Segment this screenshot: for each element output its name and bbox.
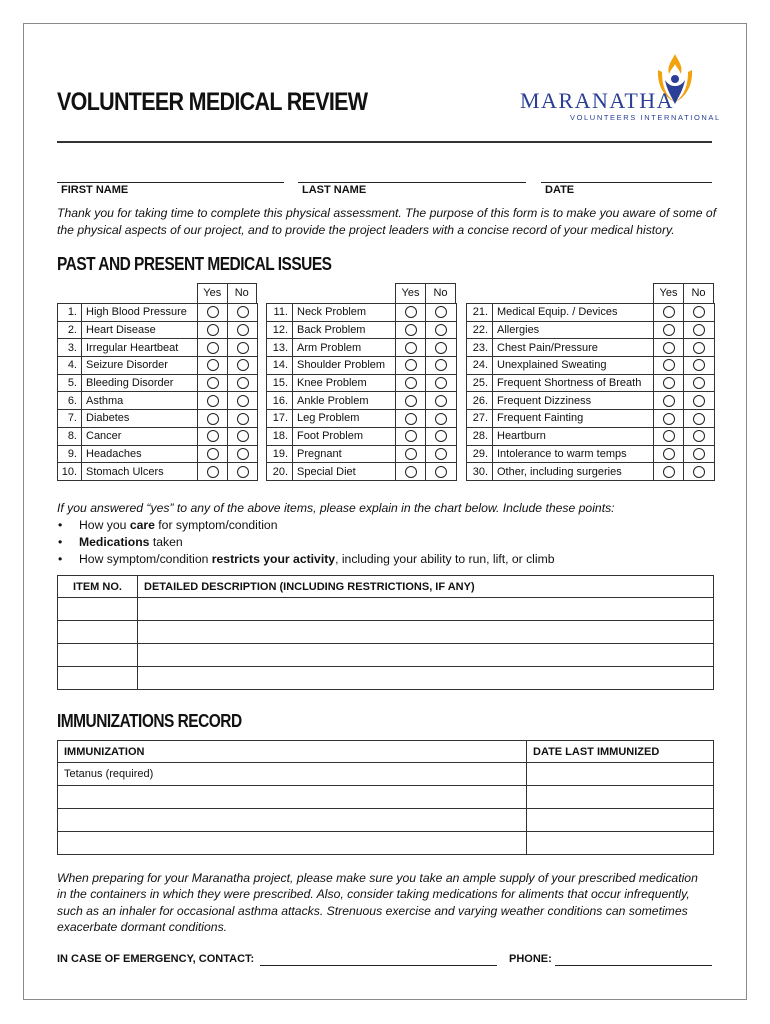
radio-yes[interactable] [207,377,219,389]
radio-yes[interactable] [405,342,417,354]
radio-yes[interactable] [405,395,417,407]
issue-label: High Blood Pressure [82,304,198,322]
issue-yes-cell [198,339,228,357]
issue-row [58,463,258,481]
issue-number: 25. [467,374,493,392]
immunization-cell[interactable] [58,809,527,832]
issue-label: Frequent Shortness of Breath [493,374,654,392]
detailed-description-header: DETAILED DESCRIPTION (INCLUDING RESTRICTIONS, IF ANY) [138,576,714,598]
yes-no-header-1 [197,283,257,303]
explain-points [57,517,615,568]
issue-number: 17. [267,410,293,428]
issue-yes-cell [654,427,684,445]
issue-row [467,374,715,392]
logo-tagline: VOLUNTEERS INTERNATIONAL [570,113,721,122]
header-divider [57,141,712,143]
radio-no[interactable] [435,359,447,371]
issue-no-cell [426,304,457,322]
issue-row [267,321,457,339]
description-cell[interactable] [138,621,714,644]
issue-yes-cell [198,392,228,410]
explain-point-medications: • Medications taken [57,534,615,551]
radio-no[interactable] [237,324,249,336]
phone-label: PHONE: [509,953,552,965]
medical-issues-heading: PAST AND PRESENT MEDICAL ISSUES [57,254,332,274]
radio-yes[interactable] [405,324,417,336]
issue-no-cell [426,357,457,375]
radio-no[interactable] [435,306,447,318]
issue-no-cell [228,463,258,481]
issue-number: 11. [267,304,293,322]
issue-row [267,339,457,357]
issue-no-cell [228,304,258,322]
issues-table-1 [57,303,258,481]
issue-row [267,427,457,445]
immunization-cell[interactable] [58,832,527,855]
issue-label: Special Diet [293,463,396,481]
issue-number: 1. [58,304,82,322]
issue-row [467,463,715,481]
explain-lead: If you answered “yes” to any of the above items, please explain in the chart below. Include these points: [57,501,615,515]
issue-row [58,357,258,375]
issue-row [467,410,715,428]
radio-yes[interactable] [663,342,675,354]
issue-yes-cell [396,427,426,445]
radio-yes[interactable] [663,395,675,407]
issue-number: 2. [58,321,82,339]
medication-note: When preparing for your Maranatha project, please make sure you take an ample supply of your prescribed medication in the containers in which they were prescribed. Also, consider taking medications for aliments that occur infrequently, such as an inhaler for occasional asthma attacks. Strenuous exercise and varying weather conditions can sometimes exacerbate dormant conditions. [57,871,698,934]
issue-no-cell [684,304,715,322]
issue-label: Knee Problem [293,374,396,392]
issue-row [267,304,457,322]
issue-label: Other, including surgeries [493,463,654,481]
radio-yes[interactable] [663,306,675,318]
issue-number: 6. [58,392,82,410]
detail-description-table [57,575,714,690]
issue-no-cell [228,427,258,445]
no-label: No [425,284,455,303]
issue-row [467,357,715,375]
issue-yes-cell [198,321,228,339]
no-label: No [227,284,257,303]
yes-no-header-2 [395,283,456,303]
issue-yes-cell [654,304,684,322]
immunizations-heading: IMMUNIZATIONS RECORD [57,711,242,731]
first-name-field[interactable] [57,182,284,183]
radio-yes[interactable] [207,413,219,425]
radio-no[interactable] [693,359,705,371]
emergency-contact-label: IN CASE OF EMERGENCY, CONTACT: [57,953,255,965]
radio-yes[interactable] [663,324,675,336]
issue-row [58,321,258,339]
issue-no-cell [684,410,715,428]
explain-point-care: • How you care for symptom/condition [57,517,615,534]
radio-no[interactable] [237,395,249,407]
issue-label: Headaches [82,445,198,463]
issue-number: 20. [267,463,293,481]
issue-label: Heart Disease [82,321,198,339]
issue-number: 22. [467,321,493,339]
yes-label: Yes [659,287,678,299]
issue-label: Neck Problem [293,304,396,322]
issue-no-cell [426,463,457,481]
page-title: VOLUNTEER MEDICAL REVIEW [57,88,368,116]
issue-yes-cell [198,357,228,375]
issue-number: 4. [58,357,82,375]
issue-yes-cell [198,304,228,322]
issue-yes-cell [654,339,684,357]
issue-number: 15. [267,374,293,392]
issue-number: 26. [467,392,493,410]
date-last-immunized-header: DATE LAST IMMUNIZED [527,741,714,763]
no-label: No [683,284,713,303]
radio-no[interactable] [435,342,447,354]
issue-number: 23. [467,339,493,357]
issue-no-cell [228,357,258,375]
issue-row [267,374,457,392]
issue-number: 9. [58,445,82,463]
yes-label: Yes [401,287,420,299]
issue-label: Seizure Disorder [82,357,198,375]
issue-label: Foot Problem [293,427,396,445]
radio-yes[interactable] [207,430,219,442]
issue-no-cell [228,374,258,392]
issue-row [267,392,457,410]
radio-yes[interactable] [207,342,219,354]
description-cell[interactable] [138,598,714,621]
issue-label: Diabetes [82,410,198,428]
issue-no-cell [684,427,715,445]
radio-yes[interactable] [405,466,417,478]
issue-row [58,339,258,357]
issue-row [267,445,457,463]
issue-yes-cell [198,374,228,392]
issue-no-cell [228,339,258,357]
issue-yes-cell [198,445,228,463]
intro-text: Thank you for taking time to complete this physical assessment. The purpose of this form is to make you aware of some of the physical aspects of our project, and to provide the project leaders with a concise record of your medical history. [57,206,717,237]
maranatha-logo [516,52,721,126]
description-cell[interactable] [138,667,714,690]
issue-no-cell [426,374,457,392]
issue-no-cell [684,321,715,339]
date-label: DATE [545,184,575,196]
issue-label: Cancer [82,427,198,445]
issue-label: Medical Equip. / Devices [493,304,654,322]
radio-yes[interactable] [663,413,675,425]
issue-no-cell [684,463,715,481]
issue-label: Unexplained Sweating [493,357,654,375]
issue-label: Irregular Heartbeat [82,339,198,357]
radio-yes[interactable] [405,413,417,425]
issue-no-cell [684,357,715,375]
immunization-cell[interactable] [58,786,527,809]
issue-yes-cell [198,410,228,428]
issue-no-cell [426,410,457,428]
issue-number: 18. [267,427,293,445]
issue-no-cell [684,392,715,410]
issue-label: Back Problem [293,321,396,339]
logo-wordmark: MARANATHA [520,88,675,113]
issue-no-cell [684,339,715,357]
issue-yes-cell [396,339,426,357]
radio-yes[interactable] [405,430,417,442]
radio-yes[interactable] [207,395,219,407]
issue-row [267,410,457,428]
date-cell[interactable] [527,832,714,855]
issue-row [58,410,258,428]
radio-no[interactable] [435,466,447,478]
issue-row [58,304,258,322]
radio-yes[interactable] [663,377,675,389]
explain-point-restrictions: • How symptom/condition restricts your activity, including your ability to run, lift, or climb [57,551,615,568]
issue-row [267,463,457,481]
radio-no[interactable] [693,413,705,425]
issue-no-cell [684,445,715,463]
radio-yes[interactable] [405,377,417,389]
issue-number: 7. [58,410,82,428]
radio-no[interactable] [435,413,447,425]
issue-yes-cell [654,374,684,392]
issue-label: Bleeding Disorder [82,374,198,392]
radio-no[interactable] [693,342,705,354]
issue-no-cell [426,427,457,445]
issue-label: Frequent Fainting [493,410,654,428]
radio-yes[interactable] [663,359,675,371]
immunizations-table [57,740,714,855]
item-no-cell[interactable] [58,598,138,621]
radio-no[interactable] [435,377,447,389]
issue-yes-cell [654,410,684,428]
radio-no[interactable] [237,448,249,460]
date-field[interactable] [541,182,712,183]
issue-row [467,304,715,322]
issue-no-cell [426,445,457,463]
issue-row [58,445,258,463]
radio-no[interactable] [435,430,447,442]
issue-label: Asthma [82,392,198,410]
issues-table-2 [266,303,457,481]
issue-label: Ankle Problem [293,392,396,410]
issue-yes-cell [396,357,426,375]
issue-yes-cell [396,463,426,481]
issue-label: Stomach Ulcers [82,463,198,481]
radio-no[interactable] [693,430,705,442]
radio-no[interactable] [237,466,249,478]
item-no-header: ITEM NO. [58,576,138,598]
issue-number: 16. [267,392,293,410]
issue-row [467,392,715,410]
issue-label: Chest Pain/Pressure [493,339,654,357]
issue-label: Intolerance to warm temps [493,445,654,463]
yes-no-header-3 [653,283,714,303]
issues-table-3 [466,303,715,481]
issue-label: Heartburn [493,427,654,445]
issue-row [467,321,715,339]
issue-row [58,392,258,410]
issue-yes-cell [654,357,684,375]
issue-number: 19. [267,445,293,463]
item-no-cell[interactable] [58,621,138,644]
radio-yes[interactable] [405,448,417,460]
issue-label: Allergies [493,321,654,339]
last-name-label: LAST NAME [302,184,367,196]
issue-row [467,445,715,463]
emergency-contact-field[interactable] [260,965,497,966]
issue-number: 5. [58,374,82,392]
item-no-cell[interactable] [58,667,138,690]
issue-no-cell [228,321,258,339]
issue-no-cell [426,339,457,357]
immunization-header: IMMUNIZATION [58,741,527,763]
issue-no-cell [228,410,258,428]
issue-label: Frequent Dizziness [493,392,654,410]
radio-no[interactable] [693,395,705,407]
radio-yes[interactable] [207,466,219,478]
radio-no[interactable] [693,324,705,336]
issue-yes-cell [396,445,426,463]
radio-no[interactable] [237,377,249,389]
item-no-cell[interactable] [58,644,138,667]
phone-field[interactable] [555,965,712,966]
radio-no[interactable] [237,413,249,425]
issue-number: 3. [58,339,82,357]
description-cell[interactable] [138,644,714,667]
issue-number: 30. [467,463,493,481]
issue-yes-cell [396,374,426,392]
issue-row [58,427,258,445]
radio-no[interactable] [435,324,447,336]
issue-row [467,427,715,445]
last-name-field[interactable] [298,182,526,183]
issue-yes-cell [654,445,684,463]
issue-yes-cell [396,392,426,410]
first-name-label: FIRST NAME [61,184,129,196]
issue-label: Pregnant [293,445,396,463]
issue-number: 29. [467,445,493,463]
yes-label: Yes [203,287,222,299]
issue-yes-cell [198,427,228,445]
date-cell[interactable] [527,809,714,832]
radio-no[interactable] [435,395,447,407]
radio-no[interactable] [237,342,249,354]
radio-no[interactable] [693,466,705,478]
radio-no[interactable] [237,306,249,318]
radio-yes[interactable] [207,324,219,336]
issue-no-cell [426,321,457,339]
issue-number: 24. [467,357,493,375]
issue-row [267,357,457,375]
issue-no-cell [426,392,457,410]
issue-number: 21. [467,304,493,322]
issue-yes-cell [396,321,426,339]
immunization-cell[interactable]: Tetanus (required) [58,763,527,786]
issue-number: 27. [467,410,493,428]
issue-no-cell [228,445,258,463]
issue-number: 12. [267,321,293,339]
explain-instructions [57,500,615,568]
issue-row [58,374,258,392]
issue-yes-cell [396,304,426,322]
radio-yes[interactable] [207,448,219,460]
issue-yes-cell [654,392,684,410]
issue-yes-cell [654,321,684,339]
issue-no-cell [684,374,715,392]
radio-no[interactable] [693,377,705,389]
date-cell[interactable] [527,763,714,786]
radio-no[interactable] [693,448,705,460]
issue-number: 14. [267,357,293,375]
issue-number: 13. [267,339,293,357]
radio-yes[interactable] [405,359,417,371]
issue-label: Shoulder Problem [293,357,396,375]
issue-number: 8. [58,427,82,445]
issue-yes-cell [654,463,684,481]
issue-label: Arm Problem [293,339,396,357]
date-cell[interactable] [527,786,714,809]
radio-no[interactable] [693,306,705,318]
issue-yes-cell [198,463,228,481]
radio-yes[interactable] [207,306,219,318]
radio-no[interactable] [237,430,249,442]
radio-yes[interactable] [663,430,675,442]
radio-yes[interactable] [663,466,675,478]
issue-number: 28. [467,427,493,445]
issue-yes-cell [396,410,426,428]
radio-yes[interactable] [207,359,219,371]
issue-label: Leg Problem [293,410,396,428]
radio-no[interactable] [237,359,249,371]
issue-row [467,339,715,357]
issue-number: 10. [58,463,82,481]
radio-yes[interactable] [405,306,417,318]
issue-no-cell [228,392,258,410]
radio-no[interactable] [435,448,447,460]
radio-yes[interactable] [663,448,675,460]
